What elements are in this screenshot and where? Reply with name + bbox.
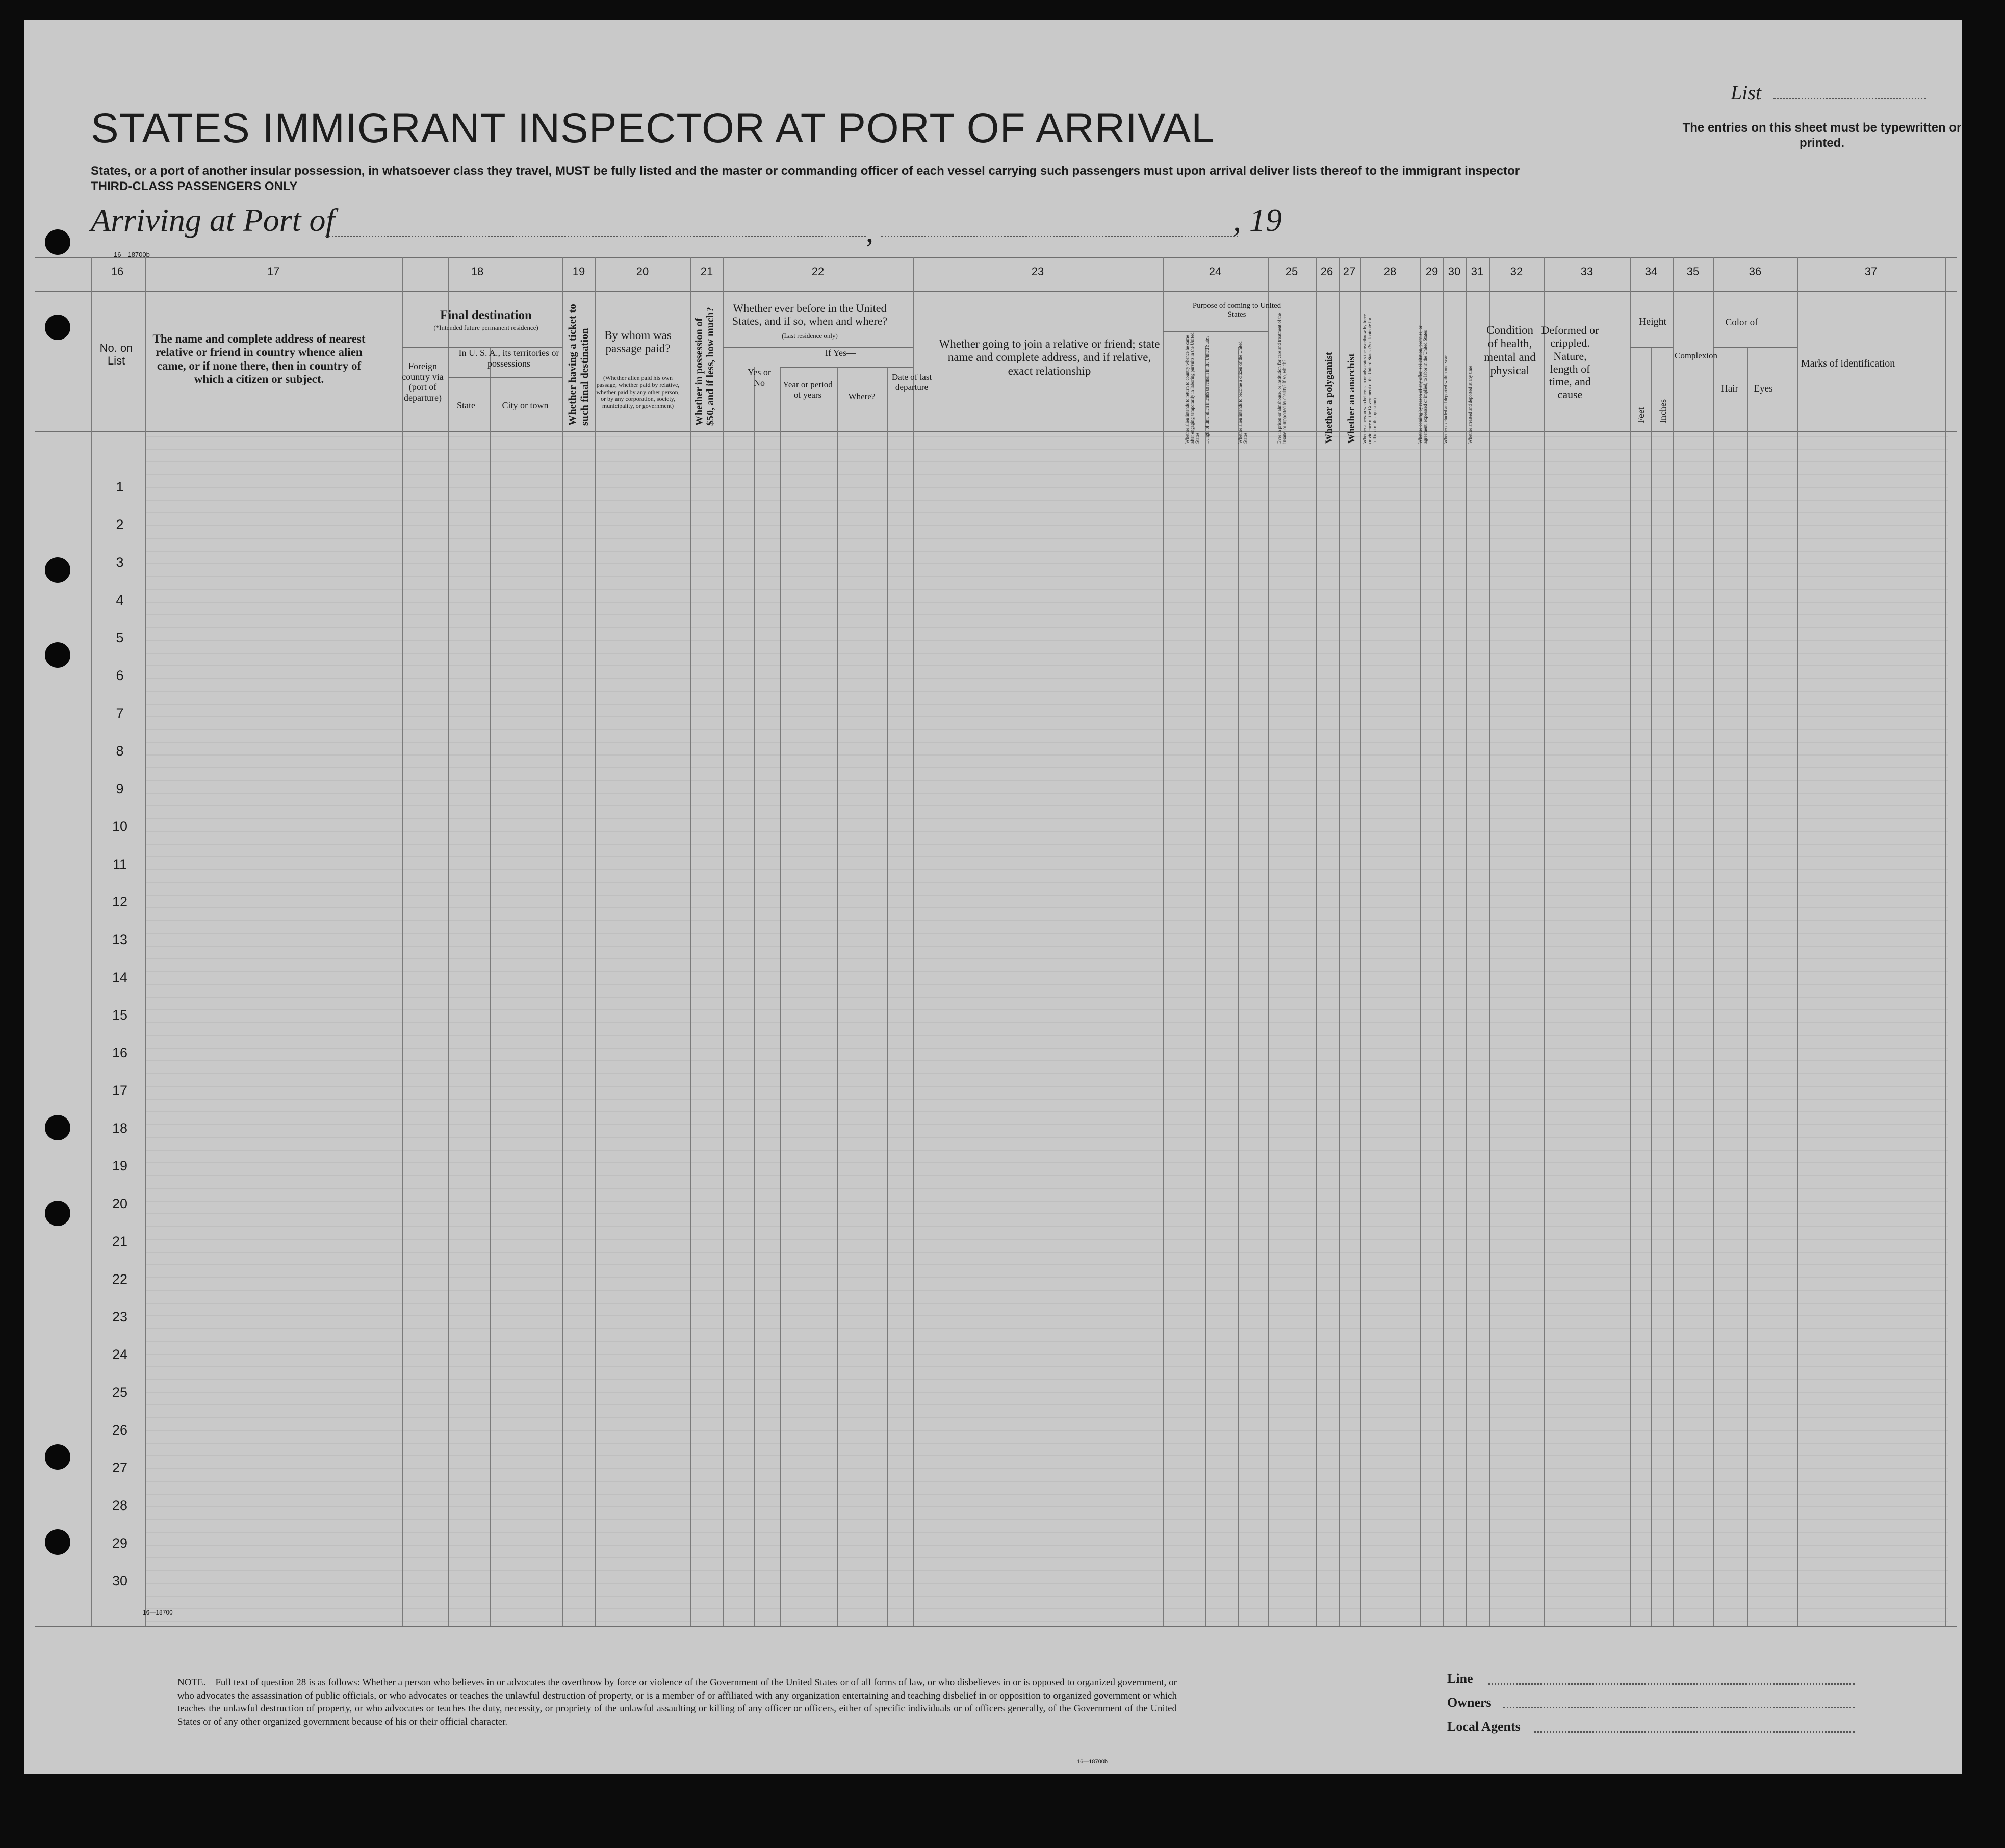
- column-number: 31: [1471, 265, 1484, 278]
- header-joining-relative: Whether going to join a relative or friend; state name and complete address, and if relative, exact relationship: [939, 337, 1160, 377]
- header-purpose: Purpose of coming to United States: [1192, 302, 1281, 319]
- binder-hole: [45, 315, 70, 340]
- column-number: 17: [267, 265, 280, 278]
- header-ever-before-note: (Last residence only): [782, 332, 838, 340]
- column-number: 18: [471, 265, 484, 278]
- grid-line: [1630, 257, 1631, 1626]
- grid-line: [837, 367, 838, 1626]
- grid-line: [1797, 257, 1798, 1626]
- binder-hole: [45, 1444, 70, 1470]
- grid-line: [145, 1137, 1948, 1138]
- grid-line: [1360, 257, 1361, 1626]
- local-agents-field[interactable]: [1534, 1731, 1855, 1733]
- row-number: 1: [116, 479, 124, 494]
- grid-line: [145, 1150, 1948, 1151]
- local-agents-label: Local Agents: [1447, 1719, 1521, 1734]
- header-excluded-deported: Whether excluded and deported within one year: [1443, 355, 1448, 444]
- grid-line: [913, 257, 914, 1626]
- grid-line: [1747, 347, 1748, 1626]
- grid-line: [145, 602, 1948, 603]
- grid-line: [145, 1366, 1948, 1367]
- grid-line: [1630, 347, 1673, 348]
- grid-line: [145, 818, 1948, 819]
- grid-line: [145, 653, 1948, 654]
- grid-line: [145, 958, 1948, 959]
- entries-note: The entries on this sheet must be typewritten or printed.: [1682, 121, 1962, 150]
- header-purpose-return: Whether alien intends to return to country whence he came after engaging temporarily in laboring pursuits in the United States: [1185, 332, 1200, 444]
- grid-line: [145, 538, 1948, 539]
- header-city-or-town: City or town: [502, 400, 549, 410]
- grid-line: [145, 1545, 1948, 1546]
- form-code-bottom: 16—18700: [143, 1609, 173, 1616]
- header-purpose-citizen: Whether alien intends to become a citizen of the United States: [1238, 341, 1248, 444]
- row-number: 21: [112, 1234, 128, 1249]
- grid-line: [145, 1328, 1948, 1329]
- row-number: 27: [112, 1460, 128, 1475]
- grid-line: [145, 1213, 1948, 1214]
- grid-line: [1420, 257, 1421, 1626]
- grid-line: [145, 1608, 1948, 1609]
- grid-line: [595, 257, 596, 1626]
- column-number: 32: [1510, 265, 1523, 278]
- arrival-date-field[interactable]: [881, 236, 1238, 237]
- row-number: 14: [112, 970, 128, 985]
- header-arrested-deported: Whether arrested and deported at any time: [1468, 366, 1473, 444]
- grid-line: [35, 257, 1957, 258]
- row-number: 11: [112, 856, 127, 872]
- column-number: 25: [1285, 265, 1298, 278]
- grid-line: [145, 1277, 1948, 1278]
- grid-line: [145, 461, 1948, 462]
- grid-line: [145, 1111, 1948, 1112]
- list-label: List: [1731, 81, 1762, 104]
- grid-line: [145, 1404, 1948, 1405]
- column-number: 24: [1209, 265, 1222, 278]
- header-date-last-departure: Date of last departure: [891, 372, 932, 392]
- grid-line: [1339, 257, 1340, 1626]
- grid-line: [1713, 257, 1714, 1626]
- grid-line: [145, 1099, 1948, 1100]
- row-number: 18: [112, 1121, 128, 1136]
- grid-line: [145, 1583, 1948, 1584]
- grid-line: [145, 1443, 1948, 1444]
- row-number: 20: [112, 1196, 128, 1211]
- grid-line: [145, 614, 1948, 615]
- header-passage-paid-note: (Whether alien paid his own passage, whether paid by relative, whether paid by any other person, or by any corporation, society, municipality, or government): [596, 374, 680, 410]
- grid-line: [145, 640, 1948, 641]
- grid-line: [1713, 347, 1797, 348]
- header-foreign-country: Foreign country via (port of departure)—: [402, 361, 444, 413]
- grid-line: [145, 946, 1948, 947]
- grid-line: [145, 436, 1948, 437]
- header-anarchist: Whether an anarchist: [1346, 353, 1357, 444]
- column-number: 28: [1383, 265, 1397, 278]
- grid-line: [145, 1379, 1948, 1380]
- row-number: 2: [116, 517, 124, 532]
- header-deformed: Deformed or crippled. Nature, length of time, and cause: [1541, 324, 1599, 401]
- row-number: 24: [112, 1347, 128, 1362]
- grid-line: [1205, 347, 1206, 1626]
- grid-line: [145, 487, 1948, 488]
- arriving-comma: ,: [866, 215, 873, 248]
- grid-line: [145, 1175, 1948, 1176]
- binder-hole: [45, 557, 70, 583]
- header-where: Where?: [848, 392, 876, 401]
- header-ticket: Whether having a ticket to such final destination: [566, 304, 590, 426]
- grid-line: [145, 933, 1948, 934]
- grid-line: [145, 665, 1948, 666]
- grid-line: [145, 1494, 1948, 1495]
- row-number: 3: [116, 555, 124, 570]
- column-number: 30: [1448, 265, 1461, 278]
- row-number: 4: [116, 592, 124, 608]
- grid-line: [1268, 257, 1269, 1626]
- grid-line: [145, 831, 1948, 832]
- grid-line: [145, 1596, 1948, 1597]
- grid-line: [145, 780, 1948, 781]
- form-code-note: 16—18700b: [1077, 1759, 1108, 1765]
- grid-line: [145, 589, 1948, 590]
- row-number: 13: [112, 932, 128, 947]
- binder-hole: [45, 1115, 70, 1140]
- grid-line: [145, 551, 1948, 552]
- form-subtitle-line1: States, or a port of another insular possession, in whatsoever class they travel, MUST be fully listed and the master or commanding officer of each vessel carrying such passengers must upon arrival deliver lists thereof to the immigrant inspector: [91, 164, 1520, 178]
- header-feet: Feet: [1636, 407, 1646, 423]
- header-passage-paid: By whom was passage paid?: [604, 329, 672, 355]
- header-overthrow: Whether a person who believes in or advocates the overthrow by force or violence of the Government of the United States (See footnote for full text of this question): [1362, 314, 1378, 444]
- grid-line: [145, 1048, 1948, 1049]
- grid-line: [145, 716, 1948, 717]
- header-prison-almshouse: Ever in prison or almshouse, or institution for care and treatment of the insane, or supported by charity? If so, which?: [1277, 313, 1288, 444]
- grid-line: [145, 754, 1948, 756]
- header-fifty-dollars: Whether in possession of $50, and if less, how much?: [693, 307, 716, 426]
- grid-line: [145, 729, 1948, 730]
- grid-line: [145, 1188, 1948, 1189]
- grid-line: [145, 920, 1948, 921]
- column-number: 21: [700, 265, 713, 278]
- grid-line: [690, 257, 691, 1626]
- grid-line: [780, 367, 781, 1626]
- header-height: Height: [1638, 316, 1667, 327]
- grid-line: [1651, 347, 1652, 1626]
- form-subtitle-line2: THIRD-CLASS PASSENGERS ONLY: [91, 179, 298, 193]
- grid-line: [490, 347, 491, 1626]
- header-marks-identification: Marks of identification: [1801, 358, 1895, 369]
- grid-line: [145, 1341, 1948, 1342]
- grid-line: [1238, 347, 1239, 1626]
- row-number: 23: [112, 1309, 128, 1324]
- grid-line: [402, 257, 403, 1626]
- column-number: 23: [1031, 265, 1044, 278]
- grid-line: [145, 1290, 1948, 1291]
- column-number: 34: [1644, 265, 1658, 278]
- grid-line: [145, 1430, 1948, 1431]
- row-number: 7: [116, 706, 124, 721]
- grid-line: [145, 1570, 1948, 1571]
- header-eyes: Eyes: [1754, 383, 1773, 394]
- row-number: 5: [116, 630, 124, 645]
- grid-line: [145, 1519, 1948, 1520]
- header-final-destination: Final destination: [440, 308, 532, 322]
- grid-line: [35, 1626, 1957, 1627]
- column-number: 35: [1686, 265, 1700, 278]
- grid-line: [145, 793, 1948, 794]
- row-number: 25: [112, 1385, 128, 1400]
- grid-line: [145, 704, 1948, 705]
- grid-line: [145, 1532, 1948, 1533]
- line-label: Line: [1447, 1671, 1473, 1686]
- owners-field[interactable]: [1503, 1707, 1855, 1708]
- row-number: 28: [112, 1498, 128, 1513]
- header-polygamist: Whether a polygamist: [1324, 352, 1334, 444]
- grid-line: [145, 805, 1948, 806]
- grid-line: [145, 1417, 1948, 1418]
- column-number: 22: [811, 265, 825, 278]
- header-purpose-length: Length of time alien intends to remain in the United States: [1204, 336, 1210, 444]
- column-number: 37: [1864, 265, 1878, 278]
- grid-line: [448, 377, 562, 378]
- header-contract-labor: Whether coming by reason of any offer, solicitation, promise, or agreement, expressed or implied, to labor in the United States: [1418, 325, 1428, 444]
- grid-line: [145, 997, 1948, 998]
- grid-line: [780, 367, 913, 368]
- grid-line: [145, 1009, 1948, 1010]
- grid-line: [145, 1315, 1948, 1316]
- grid-line: [1443, 257, 1444, 1626]
- grid-line: [145, 895, 1948, 896]
- form-title: STATES IMMIGRANT INSPECTOR AT PORT OF ARRIVAL: [91, 105, 1215, 151]
- grid-line: [145, 1621, 1948, 1622]
- grid-line: [145, 449, 1948, 450]
- grid-line: [145, 1086, 1948, 1087]
- header-hair: Hair: [1721, 383, 1738, 394]
- grid-line: [145, 1162, 1948, 1163]
- column-number: 33: [1580, 265, 1593, 278]
- header-complexion: Complexion: [1675, 351, 1718, 360]
- header-in-usa: In U. S. A., its territories or possessions: [458, 348, 559, 369]
- grid-line: [1316, 257, 1317, 1626]
- grid-line: [35, 291, 1957, 292]
- header-no-on-list: No. on List: [99, 342, 133, 368]
- list-number-field[interactable]: [1773, 98, 1926, 99]
- grid-line: [145, 1035, 1948, 1036]
- header-ever-before-in-us: Whether ever before in the United States, and if so, when and where?: [732, 302, 888, 328]
- grid-line: [145, 1124, 1948, 1125]
- header-nearest-relative: The name and complete address of nearest relative or friend in country whence alien came, or if none there, then in country of which a citizen or subject.: [152, 332, 366, 386]
- header-state: State: [457, 400, 475, 410]
- grid-line: [145, 856, 1948, 857]
- row-number: 30: [112, 1573, 128, 1589]
- grid-line: [562, 257, 563, 1626]
- row-number: 17: [112, 1083, 128, 1098]
- header-if-yes: If Yes—: [825, 348, 856, 358]
- grid-line: [1945, 257, 1946, 1626]
- column-number: 27: [1343, 265, 1356, 278]
- grid-line: [145, 1303, 1948, 1304]
- grid-line: [145, 1354, 1948, 1355]
- grid-line: [145, 1252, 1948, 1253]
- row-number: 15: [112, 1007, 128, 1023]
- grid-line: [145, 971, 1948, 972]
- arrival-port-field[interactable]: [325, 236, 866, 237]
- row-number: 16: [112, 1045, 128, 1060]
- grid-line: [145, 512, 1948, 513]
- grid-line: [145, 576, 1948, 577]
- form-code-top: 16—18700b: [114, 251, 150, 258]
- row-number: 29: [112, 1535, 128, 1551]
- column-number: 16: [111, 265, 124, 278]
- grid-line: [1489, 257, 1490, 1626]
- header-year-or-period: Year or period of years: [783, 380, 833, 400]
- grid-line: [145, 1481, 1948, 1482]
- grid-line: [145, 525, 1948, 526]
- manifest-sheet: [24, 20, 1962, 1774]
- grid-line: [145, 563, 1948, 564]
- grid-line: [1673, 257, 1674, 1626]
- grid-line: [145, 1506, 1948, 1507]
- grid-line: [145, 1226, 1948, 1227]
- grid-line: [754, 367, 755, 1626]
- binder-hole: [45, 1201, 70, 1226]
- row-number: 26: [112, 1422, 128, 1438]
- grid-line: [145, 1239, 1948, 1240]
- grid-line: [145, 474, 1948, 475]
- arriving-label: Arriving at Port of: [91, 202, 335, 238]
- grid-line: [145, 678, 1948, 679]
- line-field[interactable]: [1488, 1683, 1855, 1685]
- grid-line: [145, 500, 1948, 501]
- grid-line: [145, 767, 1948, 768]
- header-health: Condition of health, mental and physical: [1484, 324, 1536, 377]
- column-number: 29: [1425, 265, 1438, 278]
- grid-line: [145, 1073, 1948, 1074]
- row-number: 8: [116, 743, 124, 759]
- row-number: 19: [112, 1158, 128, 1174]
- grid-line: [145, 627, 1948, 628]
- arrival-year-prefix: , 19: [1233, 202, 1282, 238]
- grid-line: [145, 1022, 1948, 1023]
- grid-line: [145, 742, 1948, 743]
- grid-line: [145, 1392, 1948, 1393]
- header-inches: Inches: [1658, 399, 1668, 423]
- row-number: 12: [112, 894, 128, 909]
- grid-line: [145, 1468, 1948, 1469]
- grid-line: [145, 869, 1948, 870]
- owners-label: Owners: [1447, 1695, 1492, 1710]
- grid-line: [448, 257, 449, 1626]
- footnote-question-28: NOTE.—Full text of question 28 is as follows: Whether a person who believes in or advocates the overthrow by force or violence of the Government of the United States or of all forms of law, or who disbelieves in or is opposed to organized government, or who advocates the assassination of public officials, or who advocates or teaches the unlawful destruction of property, or is a member of or affiliated with any organization entertaining and teaching disbelief in or opposition to organized government or which teaches the unlawful destruction of property, or who advocates or teaches the duty, necessity, or propriety of the unlawful assaulting or killing of any officer or officers, either of specific individuals or of officers generally, of the Government of the United States or of any other organized government because of his or their official character.: [177, 1677, 1177, 1727]
- grid-line: [145, 1455, 1948, 1456]
- header-yes-or-no: Yes or No: [748, 367, 771, 388]
- header-final-destination-note: (*Intended future permanent residence): [433, 324, 538, 331]
- grid-line: [145, 1060, 1948, 1061]
- grid-line: [1163, 331, 1268, 332]
- column-number: 26: [1320, 265, 1333, 278]
- binder-hole: [45, 229, 70, 255]
- grid-line: [145, 882, 1948, 883]
- column-number: 20: [636, 265, 649, 278]
- header-color-of: Color of—: [1725, 317, 1768, 328]
- grid-line: [145, 907, 1948, 908]
- row-number: 6: [116, 668, 124, 683]
- grid-line: [145, 844, 1948, 845]
- grid-line: [145, 1557, 1948, 1558]
- grid-line: [145, 691, 1948, 692]
- grid-line: [1544, 257, 1545, 1626]
- grid-line: [1466, 257, 1467, 1626]
- column-number: 19: [572, 265, 585, 278]
- grid-line: [1163, 257, 1164, 1626]
- grid-line: [35, 431, 1957, 432]
- row-number: 9: [116, 781, 124, 796]
- binder-hole: [45, 1529, 70, 1555]
- grid-line: [145, 984, 1948, 985]
- grid-line: [145, 1264, 1948, 1265]
- column-number: 36: [1749, 265, 1762, 278]
- row-number: 22: [112, 1271, 128, 1287]
- grid-line: [91, 257, 92, 1626]
- grid-line: [887, 367, 888, 1626]
- grid-line: [145, 1201, 1948, 1202]
- binder-hole: [45, 642, 70, 668]
- row-number: 10: [112, 819, 128, 834]
- grid-line: [723, 257, 724, 1626]
- grid-line: [145, 257, 146, 1626]
